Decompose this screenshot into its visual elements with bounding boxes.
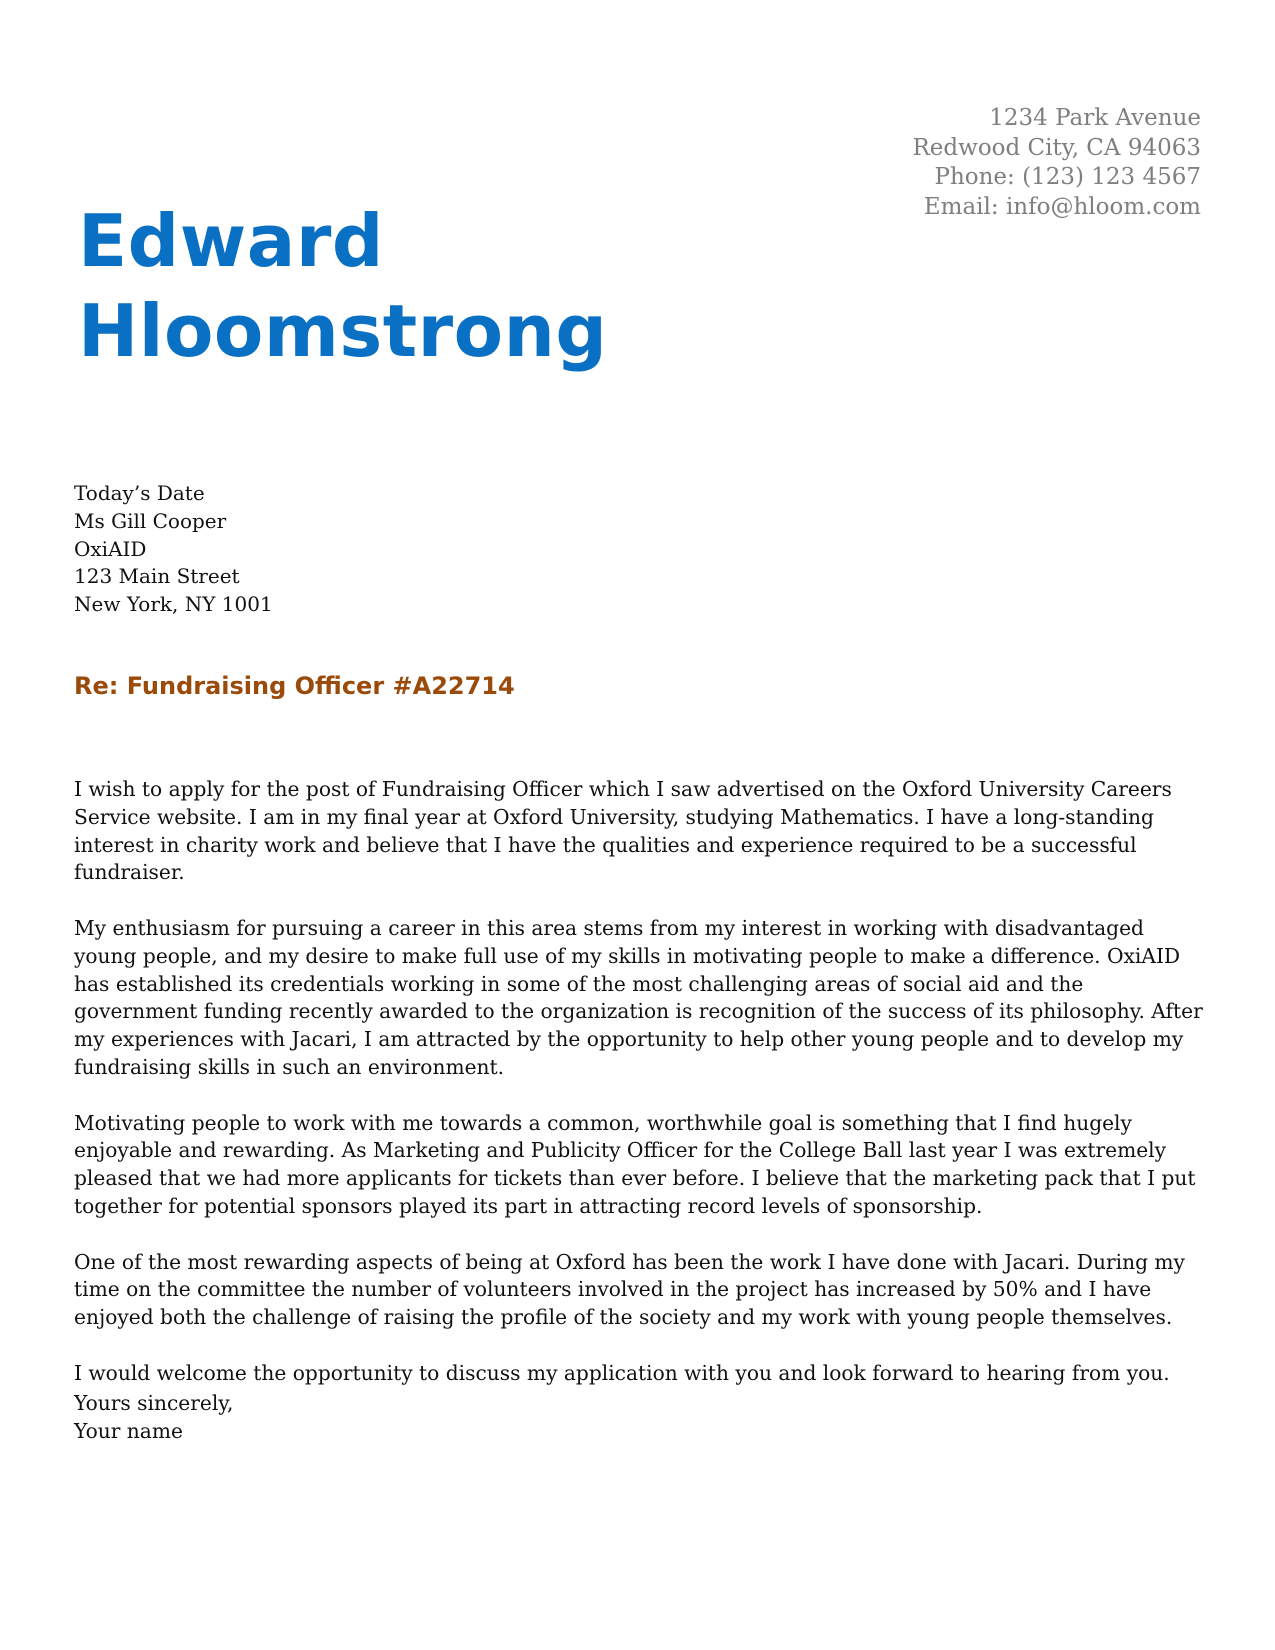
closing-salutation: Yours sincerely, [74, 1391, 234, 1415]
letter-date: Today’s Date [74, 481, 205, 505]
letter-body [74, 776, 1206, 1415]
sender-name [78, 196, 607, 376]
contact-phone: Phone: (123) 123 4567 [934, 164, 1201, 190]
body-paragraph: I would welcome the opportunity to discuss my application with you and look forward to hearing from you. [74, 1360, 1170, 1385]
contact-address-line2: Redwood City, CA 94063 [912, 134, 1201, 161]
recipient-street: 123 Main Street [74, 564, 240, 589]
closing-block [74, 1390, 233, 1446]
body-paragraph: I wish to apply for the post of Fundraising Officer which I saw advertised on the Oxford University Careers Service website. I am in my final year at Oxford University, studying Mathematics. I have a long-standing interest in charity work and believe that I have the qualities and experience required to be a successful fundraiser. [74, 777, 1172, 885]
contact-block [912, 104, 1201, 222]
recipient-block [74, 480, 273, 619]
body-paragraph: Motivating people to work with me towards a common, worthwhile goal is something that I find hugely enjoyable and rewarding. As Marketing and Publicity Officer for the College Ball last year I was extremely pleased that we had more applicants for tickets than ever before. I believe that the marketing pack that I put together for potential sponsors played its part in attracting record levels of sponsorship. [74, 1110, 1196, 1218]
recipient-city: New York, NY 1001 [74, 592, 273, 617]
sender-last-name: Hloomstrong [78, 289, 608, 373]
sender-first-name: Edward [78, 199, 384, 283]
closing-signature: Your name [74, 1418, 183, 1443]
recipient-company: OxiAID [74, 536, 147, 561]
recipient-name: Ms Gill Cooper [74, 508, 227, 533]
contact-address-line1: 1234 Park Avenue [989, 105, 1201, 131]
body-paragraph: My enthusiasm for pursuing a career in this area stems from my interest in working with disadvantaged young people, and my desire to make full use of my skills in motivating people to make a difference. OxiAID has established its credentials working in some of the most challenging areas of social aid and the government funding recently awarded to the organization is recognition of the success of its philosophy. After my experiences with Jacari, I am attracted by the opportunity to help other young people and to develop my fundraising skills in such an environment. [74, 915, 1203, 1079]
subject-line: Re: Fundraising Officer #A22714 [74, 672, 515, 700]
contact-email: Email: info@hloom.com [923, 193, 1201, 220]
body-paragraph: One of the most rewarding aspects of being at Oxford has been the work I have done with Jacari. During my time on the committee the number of volunteers involved in the project has increased by 50% and I have enjoyed both the challenge of raising the profile of the society and my work with young people themselves. [74, 1249, 1185, 1330]
